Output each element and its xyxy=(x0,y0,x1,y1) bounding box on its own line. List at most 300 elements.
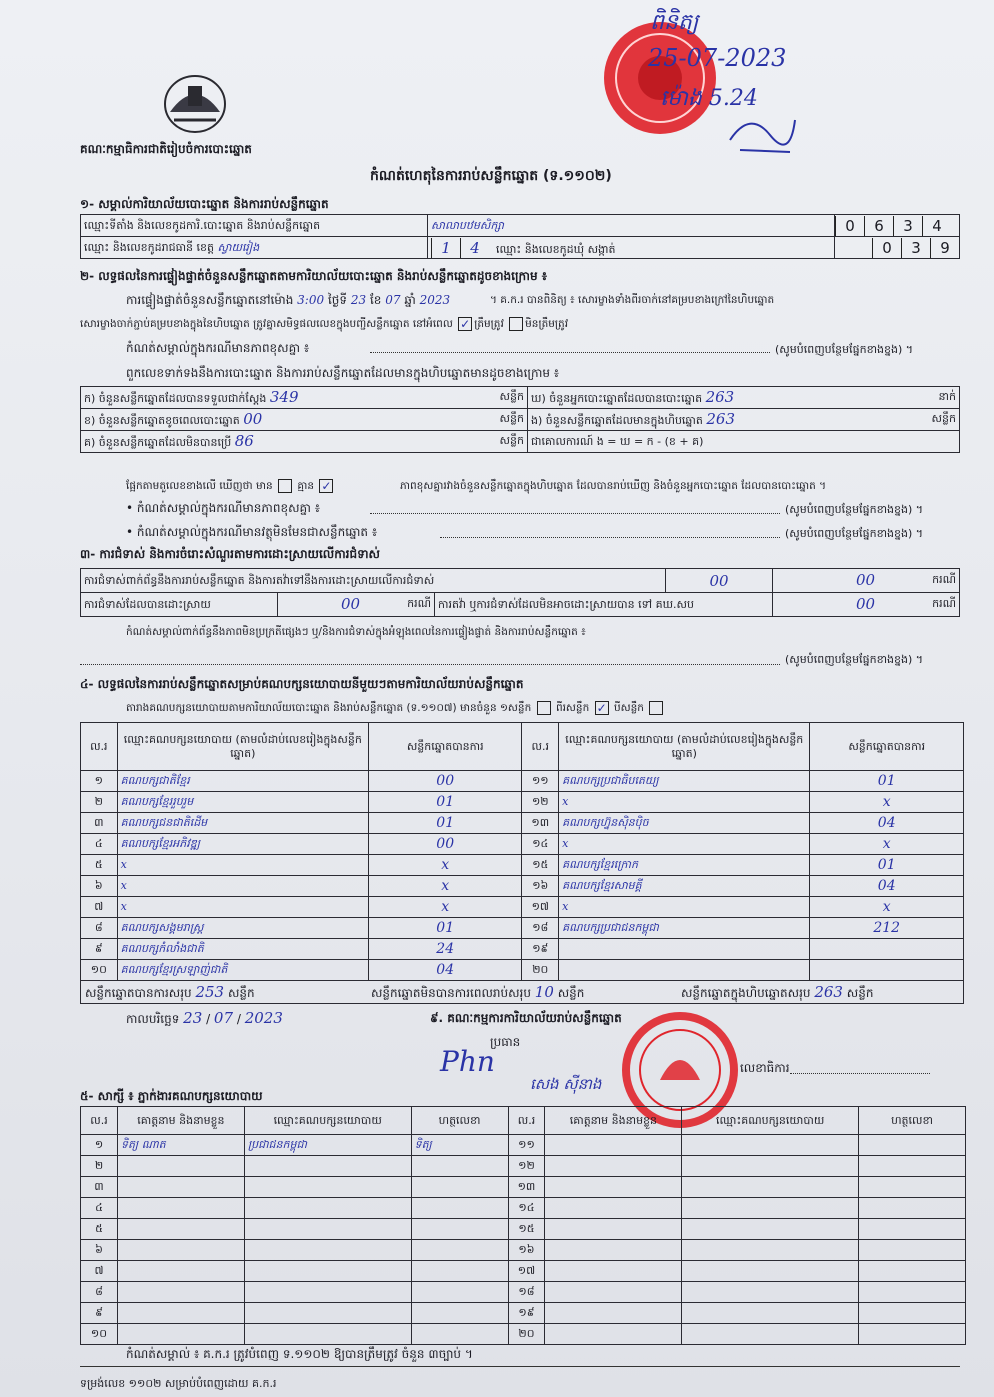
row-party: x xyxy=(559,792,810,813)
r1-v1: 00 xyxy=(666,569,773,593)
r2-v1: 00 xyxy=(341,594,361,613)
w-row-name xyxy=(117,1261,244,1282)
section1-table xyxy=(80,214,960,259)
row-no: ១៥ xyxy=(522,855,559,876)
item-b xyxy=(81,409,528,431)
w-row-party xyxy=(244,1240,411,1261)
table-row xyxy=(81,939,964,960)
w-row-no: ៨ xyxy=(81,1282,118,1303)
day-label: ថ្ងៃទី xyxy=(327,293,347,307)
total-valid-unit: សន្លឹក xyxy=(227,986,255,1000)
table-row xyxy=(81,1240,966,1261)
table-row xyxy=(81,1324,966,1345)
section4-title: ៤- លទ្ធផលនៃការរាប់សន្លឹកឆ្នោតសម្រាប់គណបក្សនយោបាយនីមួយៗតាមការិយាល័យរាប់សន្លឹកឆ្នោត xyxy=(80,677,524,691)
w-row-no: ៦ xyxy=(81,1240,118,1261)
row-no: ៦ xyxy=(81,876,118,897)
row1-code xyxy=(835,215,960,237)
row-party: x xyxy=(117,897,368,918)
w-row-name xyxy=(545,1324,682,1345)
diff-yes-checkbox[interactable] xyxy=(278,479,292,493)
row-party xyxy=(559,960,810,981)
row-votes: 212 xyxy=(810,918,964,939)
w-row-sig xyxy=(859,1198,966,1219)
w-row-name xyxy=(545,1240,682,1261)
w-col-party-left: ឈ្មោះគណបក្សនយោបាយ xyxy=(244,1107,411,1135)
row-party: គណបក្សជនជាតិដើម xyxy=(117,813,368,834)
row-votes: 00 xyxy=(368,834,521,855)
stamp-note-date: 25-07-2023 xyxy=(648,44,787,72)
w-row-party xyxy=(682,1219,859,1240)
row-party: គណបក្សខ្មែររួបរួម xyxy=(117,792,368,813)
ok-checkbox[interactable]: ✓ xyxy=(460,317,471,331)
bullet2-hint: (សូមបំពេញបន្ថែមផ្នែកខាងខ្នង) ។ xyxy=(785,527,924,540)
bullet1-hint: (សូមបំពេញបន្ថែមផ្នែកខាងខ្នង) ។ xyxy=(785,503,924,516)
row-no: ៥ xyxy=(81,855,118,876)
verify-line xyxy=(126,292,450,308)
row-party: គណបក្សជាតិខ្មែរ xyxy=(117,771,368,792)
w-row-sig xyxy=(411,1156,508,1177)
row-no: ១២ xyxy=(522,792,559,813)
r2-unit2: ករណី xyxy=(932,596,956,610)
diff-no-checkbox[interactable]: ✓ xyxy=(321,479,332,493)
table-row xyxy=(81,918,964,939)
section1-title: ១- សម្គាល់ការិយាល័យបោះឆ្នោត និងការរាប់សន្លឹកឆ្នោត xyxy=(80,197,329,211)
w-row-no: ១៤ xyxy=(508,1198,545,1219)
province-value: ស្វាយរៀង xyxy=(217,240,260,254)
row-no: ៨ xyxy=(81,918,118,939)
w-row-name xyxy=(545,1219,682,1240)
w-row-no: ១៧ xyxy=(508,1261,545,1282)
form-title: កំណត់ហេតុនៃការរាប់សន្លឹកឆ្នោត (ទ.១១០២) xyxy=(370,168,612,184)
w-row-name xyxy=(545,1177,682,1198)
w-col-sig-right: ហត្ថលេខា xyxy=(859,1107,966,1135)
date-day: 23 xyxy=(183,1009,203,1027)
w-row-party xyxy=(682,1261,859,1282)
w-row-no: ៣ xyxy=(81,1177,118,1198)
w-row-name xyxy=(545,1282,682,1303)
row-votes: x xyxy=(368,876,521,897)
w-row-sig xyxy=(859,1261,966,1282)
row-votes: 24 xyxy=(368,939,521,960)
three-sheet-checkbox[interactable] xyxy=(649,701,663,715)
w-row-party: ប្រជាជនកម្ពុជា xyxy=(244,1135,411,1156)
year-label: ឆ្នាំ xyxy=(404,293,416,307)
row-no: ១៩ xyxy=(522,939,559,960)
notok-label: មិនត្រឹមត្រូវ xyxy=(525,318,569,330)
row-votes: x xyxy=(368,897,521,918)
row-votes: 04 xyxy=(368,960,521,981)
row-no: ១៧ xyxy=(522,897,559,918)
item-a-unit: សន្លឹក xyxy=(499,389,524,403)
item-c-label: គ) ចំនួនសន្លឹកឆ្នោតដែលមិនបានប្រើ xyxy=(84,435,232,449)
check-line xyxy=(126,478,335,494)
check-no-label: គ្មាន xyxy=(297,480,315,492)
row-party: គណបក្សកំលាំងជាតិ xyxy=(117,939,368,960)
verify-month: 07 xyxy=(385,293,401,307)
w-row-party xyxy=(682,1135,859,1156)
item-d-unit: នាក់ xyxy=(938,389,956,403)
table-row xyxy=(81,960,964,981)
row-party: x xyxy=(559,834,810,855)
w-row-party xyxy=(244,1303,411,1324)
col-party-left: ឈ្មោះគណបក្សនយោបាយ (តាមលំដាប់លេខរៀងក្នុងសន្លឹកឆ្នោត) xyxy=(117,723,368,771)
commune-label: ឈ្មោះ និងលេខកូដឃុំ សង្កាត់ xyxy=(496,242,616,256)
province-label: ឈ្មោះ និងលេខកូដរាជធានី ខេត្ត xyxy=(84,240,214,254)
w-row-party xyxy=(682,1324,859,1345)
org-name: គណៈកម្មាធិការជាតិរៀបចំការបោះឆ្នោត xyxy=(80,142,252,156)
w-row-no: ១៦ xyxy=(508,1240,545,1261)
row-no: ៩ xyxy=(81,939,118,960)
w-row-party xyxy=(682,1240,859,1261)
w-row-name xyxy=(117,1219,244,1240)
total-box-unit: សន្លឹក xyxy=(846,986,874,1000)
bullet1-dotline xyxy=(370,513,780,514)
total-invalid xyxy=(371,984,584,1001)
item-b-value: 00 xyxy=(243,409,263,428)
total-box-label: សន្លឹកឆ្នោតក្នុងហិបឆ្នោតសរុប xyxy=(681,986,811,1000)
table-row xyxy=(81,855,964,876)
w-row-name xyxy=(117,1282,244,1303)
w-row-sig xyxy=(859,1324,966,1345)
col-votes-right: សន្លឹកឆ្នោតបានការ xyxy=(810,723,964,771)
note1: កំណត់សម្គាល់ក្នុងករណីមានភាពខុសគ្នា ៖ xyxy=(126,341,310,355)
section3-note: កំណត់សម្គាល់ពាក់ព័ន្ធនឹងភាពមិនប្រក្រតីផ្សេងៗ ឬ/និងការជំទាស់ក្នុងអំឡុងពេលនៃការផ្ទៀងផ្ទាត់ និងការរាប់សន្លឹកឆ្នោត ៖ xyxy=(126,626,586,638)
w-row-sig xyxy=(859,1177,966,1198)
row-no: ៣ xyxy=(81,813,118,834)
item-e xyxy=(528,409,960,431)
date-year: 2023 xyxy=(244,1009,283,1027)
secretary-label: លេខាធិការ xyxy=(740,1061,790,1075)
w-row-no: ១០ xyxy=(81,1324,118,1345)
row2-label xyxy=(81,237,428,259)
r2-cell2 xyxy=(773,593,960,617)
r1-unit: ករណី xyxy=(932,572,956,586)
w-row-sig xyxy=(411,1261,508,1282)
total-invalid-unit: សន្លឹក xyxy=(557,986,585,1000)
secretary-dotline xyxy=(790,1073,930,1074)
totals-row xyxy=(80,980,964,1004)
r2-label: ការជំទាស់ដែលបានដោះស្រាយ xyxy=(81,593,278,617)
r2-label2: ការតវ៉ា ឬការជំទាស់ដែលមិនអាចដោះស្រាយបាន ទៅ គឃ.សប xyxy=(435,593,773,617)
date-line: កាលបរិច្ឆេទ 23 / 07 / 2023 xyxy=(126,1009,283,1027)
total-invalid-label: សន្លឹកឆ្នោតមិនបានការពេលរាប់សរុប xyxy=(371,986,531,1000)
table-row xyxy=(81,813,964,834)
intro: ពួកលេខទាក់ទងនឹងការបោះឆ្នោត និងការរាប់សន្លឹកឆ្នោតដែលមានក្នុងហិបឆ្នោតមានដូចខាងក្រោម ៖ xyxy=(126,366,560,380)
formula: ជាគោលការណ៍ ង = ឃ = ក - (ខ + គ) xyxy=(528,431,960,453)
code-digit: 3 xyxy=(901,238,930,258)
w-row-name xyxy=(117,1177,244,1198)
row-party: គណបក្សហ្វ៊ុនស៊ិនប៉ិច xyxy=(559,813,810,834)
w-row-sig xyxy=(859,1240,966,1261)
code-digit: 3 xyxy=(893,216,922,236)
row-votes: 04 xyxy=(810,876,964,897)
verify-rest: ។ គ.ក.រ បានពិនិត្យ ៖ សោរម្ខាងទាំងពីរចាក់នៅគម្របខាងក្រៅនៃហិបឆ្នោត xyxy=(490,294,775,306)
counts-table xyxy=(80,386,960,453)
item-a-label: ក) ចំនួនសន្លឹកឆ្នោតដែលបានទទួលជាក់ស្តែង xyxy=(84,391,267,405)
w-row-name xyxy=(117,1324,244,1345)
total-valid-value: 253 xyxy=(195,983,225,1001)
opt2-label: ពីរសន្លឹក xyxy=(555,702,590,714)
note1-hint: (សូមបំពេញបន្ថែមផ្នែកខាងខ្នង) ។ xyxy=(775,343,914,356)
w-col-no-left: ល.រ xyxy=(81,1107,118,1135)
check-rest: ភាពខុសគ្នារវាងចំនួនសន្លឹកឆ្នោតក្នុងហិបឆ្នោត ដែលបានរាប់ឃើញ និងចំនួនអ្នកបោះឆ្នោត ដែលបានបោះឆ្នោត ។ xyxy=(400,480,827,492)
r1-label: ការជំទាស់ពាក់ព័ន្ធនឹងការរាប់សន្លឹកឆ្នោត និងការតវ៉ាទៅនឹងការដោះស្រាយលើការជំទាស់ xyxy=(81,569,666,593)
table-row xyxy=(81,1177,966,1198)
row1-value: សាលាបឋមសិក្សា xyxy=(428,215,835,237)
w-row-name: ទិត្យ ណាត xyxy=(117,1135,244,1156)
results-table xyxy=(80,722,964,981)
section3-hint: (សូមបំពេញបន្ថែមផ្នែកខាងខ្នង) ។ xyxy=(785,653,924,666)
w-row-party xyxy=(682,1282,859,1303)
row-votes: 01 xyxy=(368,813,521,834)
table-row xyxy=(81,876,964,897)
code-digit: 0 xyxy=(835,216,864,236)
verify-line2-text: សោរម្ខាងចាក់ភ្ជាប់គម្របខាងក្នុងនៃហិបឆ្នោត ត្រូវគ្នាសមិទ្ធផលលេខក្នុងបញ្ជីសន្លឹកឆ្នោត នៅអំពេល xyxy=(80,318,453,330)
row2-mid xyxy=(428,237,835,259)
r1-v2: 00 xyxy=(856,570,876,589)
w-row-party xyxy=(244,1177,411,1198)
note1-dotline xyxy=(370,352,770,353)
row-votes: 01 xyxy=(368,792,521,813)
item-b-unit: សន្លឹក xyxy=(499,411,524,425)
table-row xyxy=(81,1156,966,1177)
row-party: x xyxy=(117,876,368,897)
row-party: គណបក្សសង្គមរាស្ត្រ xyxy=(117,918,368,939)
section5-title: ៥- សាក្សី ៖ ភ្នាក់ងារគណបក្សនយោបាយ xyxy=(80,1089,263,1103)
bullet2-dotline xyxy=(440,537,780,538)
r2-unit1: ករណី xyxy=(407,596,431,610)
month-label: ខែ xyxy=(369,293,382,307)
w-row-name xyxy=(545,1261,682,1282)
witness-body xyxy=(81,1135,966,1345)
w-col-party-right: ឈ្មោះគណបក្សនយោបាយ xyxy=(682,1107,859,1135)
item-d xyxy=(528,387,960,409)
province-digit: 1 xyxy=(431,238,460,258)
w-row-no: ៥ xyxy=(81,1219,118,1240)
row-party: គណបក្សខ្មែរអភិវឌ្ឍ xyxy=(117,834,368,855)
w-row-no: ២ xyxy=(81,1156,118,1177)
table-row xyxy=(81,834,964,855)
row-no: ១០ xyxy=(81,960,118,981)
w-row-sig: ទិត្យ xyxy=(411,1135,508,1156)
item-a xyxy=(81,387,528,409)
row-no: ១៨ xyxy=(522,918,559,939)
row-votes: x xyxy=(368,855,521,876)
verify-year: 2023 xyxy=(419,293,451,307)
two-sheet-checkbox[interactable]: ✓ xyxy=(596,701,607,715)
results-body xyxy=(81,771,964,981)
row-party: គណបក្សខ្មែរសាមគ្គី xyxy=(559,876,810,897)
table-row xyxy=(81,792,964,813)
row-votes: x xyxy=(810,834,964,855)
col-no-left: ល.រ xyxy=(81,723,118,771)
w-row-no: ១៩ xyxy=(508,1303,545,1324)
section4-intro-line xyxy=(126,700,665,716)
secretary-signature: សេង សុីនាង xyxy=(530,1075,602,1093)
code-digit: 9 xyxy=(930,238,959,258)
row-no: ១ xyxy=(81,771,118,792)
code-digit: 4 xyxy=(922,216,951,236)
w-col-name-left: គោត្តនាម និងនាមខ្លួន xyxy=(117,1107,244,1135)
w-row-party xyxy=(244,1261,411,1282)
w-row-sig xyxy=(411,1324,508,1345)
table-row xyxy=(81,1219,966,1240)
section2-title: ២- លទ្ធផលនៃការផ្ទៀងផ្ទាត់ចំនួនសន្លឹកឆ្នោតតាមការិយាល័យបោះឆ្នោត និងរាប់សន្លឹកឆ្នោតដូចខាងក្រោម ៖ xyxy=(80,269,548,283)
bullet2: • កំណត់សម្គាល់ក្នុងករណីមានវត្ថុមិនមែនជាសន្លឹកឆ្នោត ៖ xyxy=(126,525,378,539)
w-row-no: ១៥ xyxy=(508,1219,545,1240)
item-d-value: 263 xyxy=(705,387,735,406)
verify-prefix: ការផ្ទៀងផ្ទាត់ចំនួនសន្លឹកឆ្នោតនៅម៉ោង xyxy=(126,293,294,307)
row-votes: 01 xyxy=(368,918,521,939)
w-row-no: ១៣ xyxy=(508,1177,545,1198)
row-votes: 01 xyxy=(810,771,964,792)
verify-line2 xyxy=(80,316,568,332)
row-no: ១៤ xyxy=(522,834,559,855)
row-votes xyxy=(810,960,964,981)
check-line-text: ផ្អែកតាមតួលេខខាងលើ ឃើញថា មាន xyxy=(126,480,273,492)
item-d-label: ឃ) ចំនួនអ្នកបោះឆ្នោតដែលបានបោះឆ្នោត xyxy=(531,391,703,405)
w-row-sig xyxy=(859,1135,966,1156)
w-col-no-right: ល.រ xyxy=(508,1107,545,1135)
item-c-value: 86 xyxy=(234,431,254,450)
total-invalid-value: 10 xyxy=(534,983,554,1001)
row-no: ៧ xyxy=(81,897,118,918)
w-row-no: ១ xyxy=(81,1135,118,1156)
row-votes: x xyxy=(810,897,964,918)
objections-table xyxy=(80,568,960,617)
row-party xyxy=(559,939,810,960)
row-no: ១១ xyxy=(522,771,559,792)
w-col-sig-left: ហត្ថលេខា xyxy=(411,1107,508,1135)
nec-emblem-icon xyxy=(160,72,230,136)
chief-label: ប្រធាន xyxy=(490,1035,521,1049)
w-row-sig xyxy=(859,1282,966,1303)
item-a-value: 349 xyxy=(269,387,299,406)
w-row-no: ២០ xyxy=(508,1324,545,1345)
row-votes: x xyxy=(810,792,964,813)
section3-title: ៣- ការជំទាស់ និងការចំរោះសំណួរតាមការដោះស្រាយលើការជំទាស់ xyxy=(80,547,380,561)
province-digit: 4 xyxy=(460,238,489,258)
bullet1: • កំណត់សម្គាល់ក្នុងករណីមានភាពខុសគ្នា ៖ xyxy=(126,501,321,515)
w-row-name xyxy=(545,1135,682,1156)
row-no: ២០ xyxy=(522,960,559,981)
w-row-name xyxy=(545,1156,682,1177)
row-votes: 01 xyxy=(810,855,964,876)
ok-label: ត្រឹមត្រូវ xyxy=(474,318,504,330)
w-row-party xyxy=(244,1324,411,1345)
item-c-unit: សន្លឹក xyxy=(499,433,524,447)
row-no: ៤ xyxy=(81,834,118,855)
w-row-name xyxy=(117,1240,244,1261)
footer-bottom: ទម្រង់លេខ ១១០២ សម្រាប់បំពេញដោយ គ.ក.រ xyxy=(80,1377,277,1390)
total-valid xyxy=(85,984,255,1001)
w-row-sig xyxy=(859,1219,966,1240)
notok-checkbox[interactable] xyxy=(509,317,523,331)
table-row xyxy=(81,1198,966,1219)
w-row-party xyxy=(244,1198,411,1219)
r1-cell2 xyxy=(773,569,960,593)
table-row xyxy=(81,1282,966,1303)
initials-scribble-icon xyxy=(720,100,800,160)
w-row-party xyxy=(682,1156,859,1177)
code-digit: 0 xyxy=(872,238,901,258)
w-row-sig xyxy=(411,1177,508,1198)
w-row-sig xyxy=(859,1303,966,1324)
item-b-label: ខ) ចំនួនសន្លឹកឆ្នោតខូចពេលបោះឆ្នោត xyxy=(84,413,240,427)
row-party: x xyxy=(559,897,810,918)
w-row-sig xyxy=(411,1303,508,1324)
stamp-note-time: ម៉ោង 5.24 xyxy=(660,86,758,111)
total-valid-label: សន្លឹកឆ្នោតបានការសរុប xyxy=(85,986,192,1000)
table-row xyxy=(81,1261,966,1282)
w-row-sig xyxy=(859,1156,966,1177)
section4-intro: តារាងគណបក្សនយោបាយតាមការិយាល័យបោះឆ្នោត និងរាប់សន្លឹកឆ្នោត (ទ.១១០៧) មានចំនួន ១សន្លឹក xyxy=(126,702,532,714)
r2-cell1 xyxy=(278,593,435,617)
row-no: ២ xyxy=(81,792,118,813)
section3-dotline xyxy=(80,664,780,665)
date-month: 07 xyxy=(213,1009,234,1027)
verify-time: 3:00 xyxy=(297,293,325,307)
item-e-value: 263 xyxy=(706,409,736,428)
table-row xyxy=(81,1135,966,1156)
row1-label: ឈ្មោះទីតាំង និងលេខកូដការិ.បោះឆ្នោត និងរាប់សន្លឹកឆ្នោត xyxy=(81,215,428,237)
row2-code xyxy=(835,237,960,259)
w-row-no: ១១ xyxy=(508,1135,545,1156)
row-votes: 00 xyxy=(368,771,521,792)
opt3-label: បីសន្លឹក xyxy=(613,702,644,714)
w-row-name xyxy=(117,1303,244,1324)
footer-note: កំណត់សម្គាល់ ៖ គ.ក.រ ត្រូវបំពេញ ទ.១១០២ ឱ្យបានត្រឹមត្រូវ ចំនួន ៣ច្បាប់ ។ xyxy=(126,1347,473,1361)
w-row-no: ៤ xyxy=(81,1198,118,1219)
w-row-sig xyxy=(411,1282,508,1303)
w-row-name xyxy=(117,1198,244,1219)
w-row-sig xyxy=(411,1240,508,1261)
row-votes: 04 xyxy=(810,813,964,834)
w-row-no: ៧ xyxy=(81,1261,118,1282)
col-votes-left: សន្លឹកឆ្នោតបានការ xyxy=(368,723,521,771)
stamp-note-line1: ពិនិត្យ xyxy=(650,10,699,35)
col-no-right: ល.រ xyxy=(522,723,559,771)
verify-day: 23 xyxy=(350,293,367,307)
total-box-value: 263 xyxy=(814,983,843,1001)
table-row xyxy=(81,1303,966,1324)
col-party-right: ឈ្មោះគណបក្សនយោបាយ (តាមលំដាប់លេខរៀងក្នុងសន្លឹកឆ្នោត) xyxy=(559,723,810,771)
table-row xyxy=(81,897,964,918)
row-party: គណបក្សខ្មែរស្រឡាញ់ជាតិ xyxy=(117,960,368,981)
row-no: ១៦ xyxy=(522,876,559,897)
w-row-name xyxy=(545,1303,682,1324)
footer-divider xyxy=(80,1366,960,1367)
w-row-party xyxy=(244,1219,411,1240)
row-votes xyxy=(810,939,964,960)
item-e-unit: សន្លឹក xyxy=(931,411,956,425)
w-row-party xyxy=(682,1303,859,1324)
w-row-party xyxy=(244,1156,411,1177)
row-party: x xyxy=(117,855,368,876)
row-party: គណបក្សខ្មែរក្រោក xyxy=(559,855,810,876)
w-row-sig xyxy=(411,1198,508,1219)
w-col-name-right: គោត្តនាម និងនាមខ្លួន xyxy=(545,1107,682,1135)
row-no: ១៣ xyxy=(522,813,559,834)
row-party: គណបក្សប្រជាជនកម្ពុជា xyxy=(559,918,810,939)
item-c xyxy=(81,431,528,453)
item-e-label: ង) ចំនួនសន្លឹកឆ្នោតដែលមានក្នុងហិបឆ្នោត xyxy=(531,413,703,427)
w-row-name xyxy=(545,1198,682,1219)
w-row-no: ៩ xyxy=(81,1303,118,1324)
w-row-name xyxy=(117,1156,244,1177)
w-row-party xyxy=(244,1282,411,1303)
one-sheet-checkbox[interactable] xyxy=(537,701,551,715)
